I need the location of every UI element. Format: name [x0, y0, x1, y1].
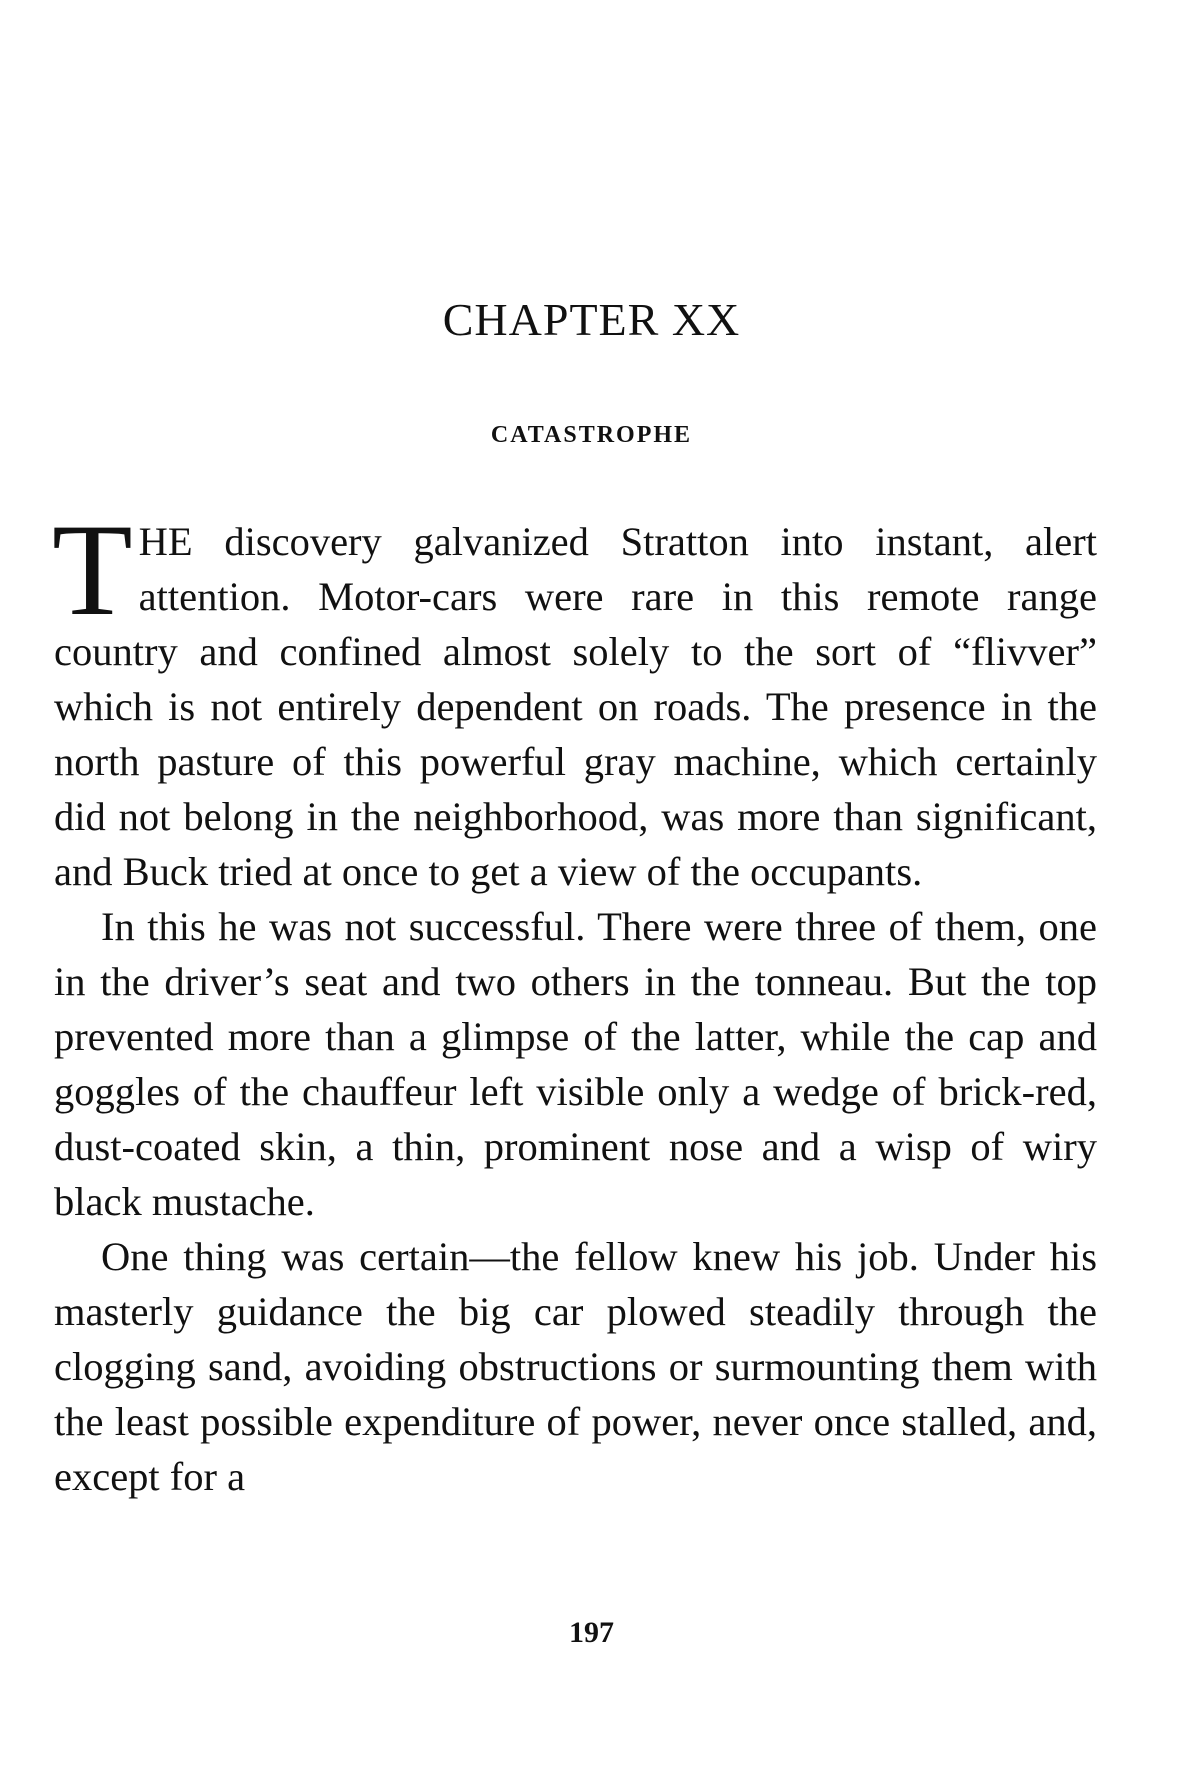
paragraph-3: One thing was certain—the fellow knew his job. Under his masterly guidance the big car plowed steadily through the clogging sand, avoiding obstructions or surmounting them with the least possible expenditure of power, never once stalled, and, except for a — [54, 1234, 1097, 1499]
paragraph-1 — [52, 496, 1097, 899]
paragraph-1-text: discovery galvanized Stratton into instant, alert attention. Motor-cars were rare in this remote range country and confined almost solely to the sort of “flivver” which is not entirely dependent on roads. The presence in the north pasture of this powerful gray machine, which certainly did not belong in the neighborhood, was more than significant, and Buck tried at once to get a view of the occupants. — [54, 519, 1097, 894]
drop-cap: T — [52, 496, 133, 643]
paragraph-2: In this he was not successful. There were three of them, one in the driver’s seat and two others in the tonneau. But the top prevented more than a glimpse of the latter, while the cap and goggles of the chauffeur left visible only a wedge of brick-red, dust-coated skin, a thin, prominent nose and a wisp of wiry black mustache. — [54, 904, 1097, 1224]
chapter-title: CATASTROPHE — [490, 422, 693, 448]
chapter-heading: CHAPTER XX — [442, 294, 741, 345]
page-number: 197 — [569, 1616, 614, 1649]
opening-caps: HE — [138, 519, 193, 564]
body-text — [52, 496, 1097, 1504]
